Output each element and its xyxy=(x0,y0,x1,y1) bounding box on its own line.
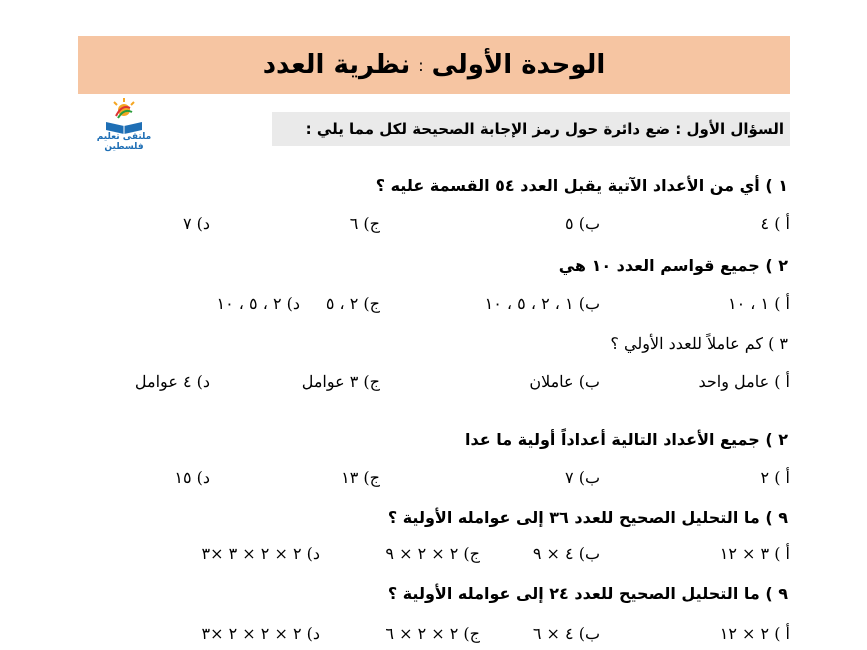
options-row-1 xyxy=(78,214,790,240)
options-row-4 xyxy=(78,468,790,494)
option-d[interactable]: د) ٢ × ٢ × ٣ ×٣ xyxy=(201,544,320,563)
option-a[interactable]: أ ) ١ ، ١٠ xyxy=(728,294,790,313)
question-instruction: السؤال الأول : ضع دائرة حول رمز الإجابة الصحيحة لكل مما يلي : xyxy=(272,112,790,146)
question-6: ٩ ) ما التحليل الصحيح للعدد ٢٤ إلى عوامله الأولية ؟ xyxy=(387,584,788,603)
question-4: ٢ ) جميع الأعداد التالية أعداداً أولية ما عدا xyxy=(465,430,788,449)
option-b[interactable]: ب) ٤ × ٦ xyxy=(532,624,600,643)
option-c[interactable]: ج) ٢ ، ٥ xyxy=(325,294,380,313)
option-d[interactable]: د) ٧ xyxy=(182,214,210,233)
option-c[interactable]: ج) ٦ xyxy=(349,214,380,233)
option-b[interactable]: ب) ٧ xyxy=(565,468,600,487)
option-c[interactable]: ج) ٢ × ٢ × ٩ xyxy=(385,544,480,563)
unit-title: الوحدة الأولى xyxy=(431,50,606,80)
option-a[interactable]: أ ) عامل واحد xyxy=(698,372,790,391)
unit-title-banner xyxy=(78,36,790,94)
option-b[interactable]: ب) ٤ × ٩ xyxy=(532,544,600,563)
option-d[interactable]: د) ٢ ، ٥ ، ١٠ xyxy=(216,294,300,313)
option-c[interactable]: ج) ١٣ xyxy=(341,468,380,487)
options-row-6 xyxy=(78,624,790,650)
option-a[interactable]: أ ) ٤ xyxy=(760,214,790,233)
option-d[interactable]: د) ٢ × ٢ × ٢ ×٣ xyxy=(201,624,320,643)
question-5: ٩ ) ما التحليل الصحيح للعدد ٣٦ إلى عوامله الأولية ؟ xyxy=(387,508,788,527)
option-a[interactable]: أ ) ٣ × ١٢ xyxy=(719,544,790,563)
options-row-2 xyxy=(78,294,790,320)
question-2: ٢ ) جميع قواسم العدد ١٠ هي xyxy=(558,256,788,275)
option-d[interactable]: د) ٤ عوامل xyxy=(134,372,210,391)
option-a[interactable]: أ ) ٢ × ١٢ xyxy=(719,624,790,643)
option-c[interactable]: ج) ٣ عوامل xyxy=(301,372,380,391)
title-separator: : xyxy=(418,55,424,75)
site-logo xyxy=(78,96,170,152)
option-b[interactable]: ب) عاملان xyxy=(529,372,600,391)
options-row-3 xyxy=(78,372,790,398)
options-row-5 xyxy=(78,544,790,570)
question-3: ٣ ) كم عاملاً للعدد الأولي ؟ xyxy=(610,334,788,353)
logo-text: ملتقى تعليم فلسطين xyxy=(96,132,152,152)
topic-title: نظرية العدد xyxy=(262,50,411,80)
option-b[interactable]: ب) ١ ، ٢ ، ٥ ، ١٠ xyxy=(484,294,600,313)
option-b[interactable]: ب) ٥ xyxy=(565,214,600,233)
option-d[interactable]: د) ١٥ xyxy=(174,468,210,487)
book-sun-logo-icon xyxy=(78,96,170,136)
option-c[interactable]: ج) ٢ × ٢ × ٦ xyxy=(385,624,480,643)
option-a[interactable]: أ ) ٢ xyxy=(760,468,790,487)
question-1: ١ ) أي من الأعداد الآتية يقبل العدد ٥٤ القسمة عليه ؟ xyxy=(375,176,788,195)
